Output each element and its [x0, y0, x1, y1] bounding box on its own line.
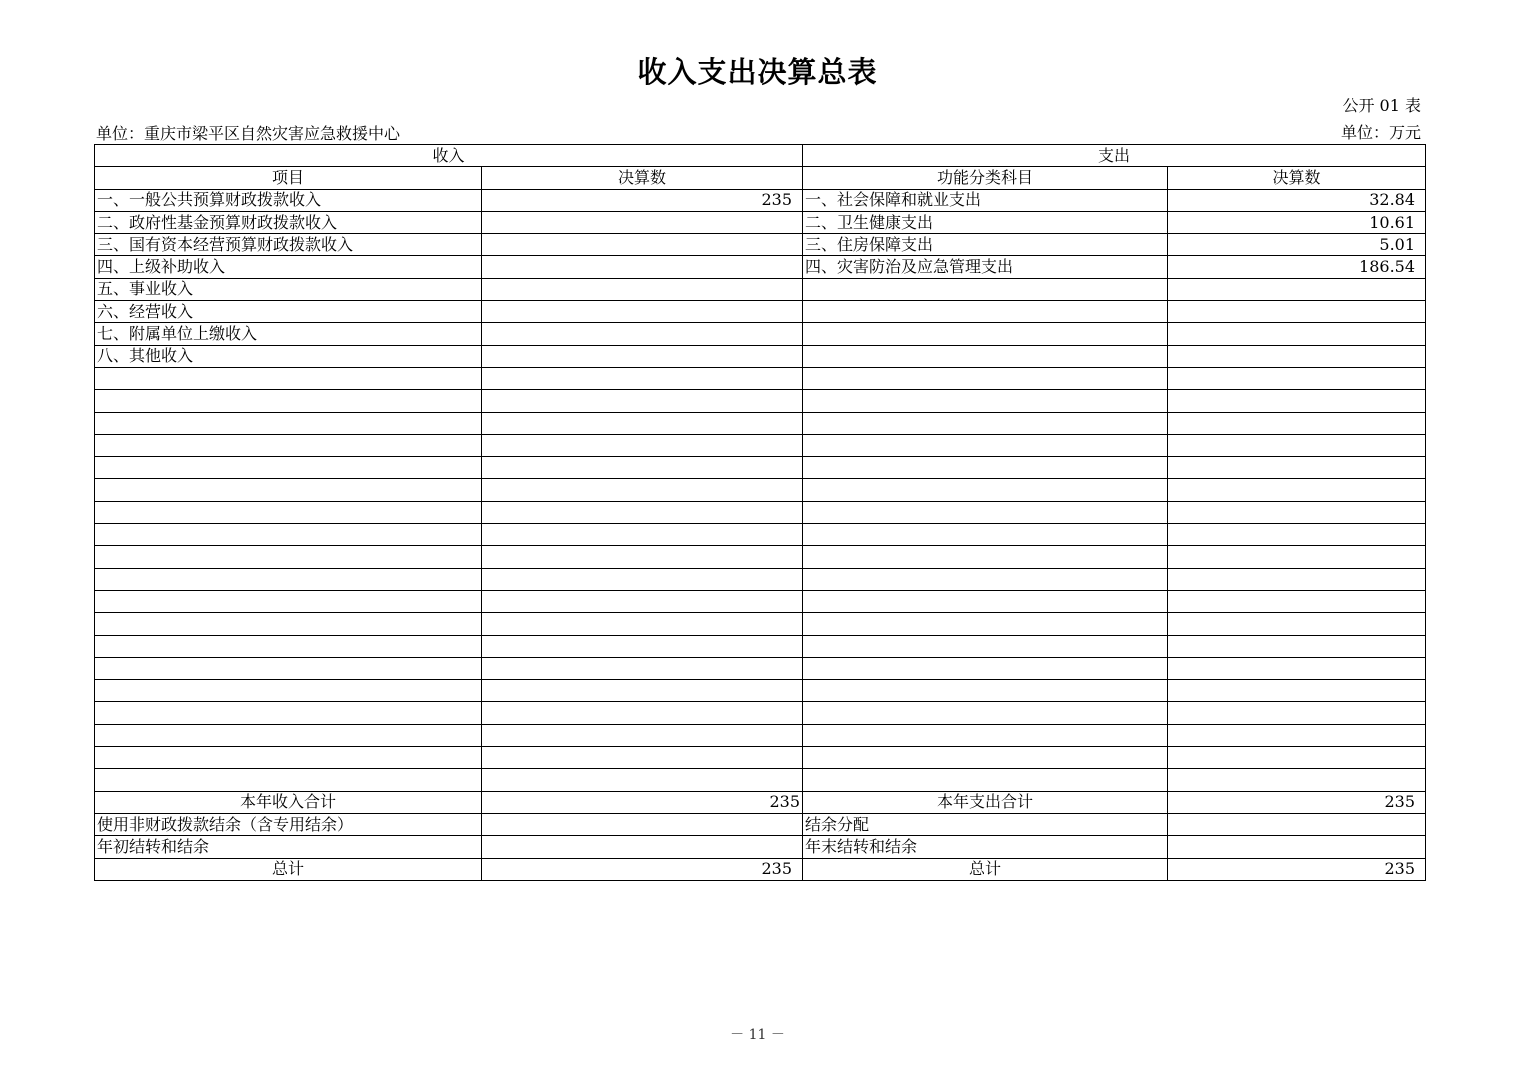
begin-carryover-label: 年初结转和结余: [95, 836, 482, 858]
begin-carryover-value: [482, 836, 803, 858]
income-amount-cell: [482, 457, 803, 479]
surplus-distribution-value: [1168, 813, 1426, 835]
table-row: [95, 367, 1426, 389]
table-row: [95, 635, 1426, 657]
income-item-cell: 八、其他收入: [95, 345, 482, 367]
expense-amount-cell: [1168, 278, 1426, 300]
income-item-cell: [95, 546, 482, 568]
table-row: [95, 702, 1426, 724]
table-row: [95, 769, 1426, 791]
page-title: 收入支出决算总表: [637, 55, 878, 89]
expense-amount-cell: [1168, 323, 1426, 345]
expense-item-cell: [803, 390, 1168, 412]
income-item-cell: 一、一般公共预算财政拨款收入: [95, 189, 482, 211]
expense-amount-cell: [1168, 546, 1426, 568]
expense-item-cell: [803, 680, 1168, 702]
expense-item-cell: [803, 657, 1168, 679]
expense-item-cell: [803, 301, 1168, 323]
column-header-row: [95, 167, 1426, 189]
expense-item-cell: [803, 613, 1168, 635]
income-amount-cell: [482, 590, 803, 612]
grand-total-row: [95, 858, 1426, 880]
table-row: [95, 390, 1426, 412]
income-amount-cell: [482, 546, 803, 568]
income-item-cell: [95, 590, 482, 612]
section-header-row: [95, 145, 1426, 167]
table-row: [95, 680, 1426, 702]
form-number: 公开 01 表: [1342, 96, 1421, 115]
non-fiscal-surplus-row: [95, 813, 1426, 835]
expense-total-label: 本年支出合计: [803, 791, 1168, 813]
expense-amount-cell: [1168, 457, 1426, 479]
expense-item-cell: [803, 434, 1168, 456]
table-row: [95, 234, 1426, 256]
expense-amount-cell: [1168, 434, 1426, 456]
expense-amount-cell: 186.54: [1168, 256, 1426, 278]
income-item-cell: 六、经营收入: [95, 301, 482, 323]
expense-amount-cell: [1168, 613, 1426, 635]
table-row: [95, 301, 1426, 323]
income-total-value: 235: [482, 791, 803, 813]
income-item-cell: [95, 367, 482, 389]
income-amount-cell: [482, 211, 803, 233]
income-expense-table: [94, 144, 1426, 881]
expense-item-cell: [803, 278, 1168, 300]
non-fiscal-surplus-value: [482, 813, 803, 835]
expense-amount-cell: [1168, 769, 1426, 791]
expense-amount-cell: [1168, 747, 1426, 769]
income-amount-cell: 235: [482, 189, 803, 211]
expense-amount-cell: [1168, 702, 1426, 724]
income-item-cell: [95, 702, 482, 724]
table-row: [95, 747, 1426, 769]
expense-amount-cell: 32.84: [1168, 189, 1426, 211]
income-amount-cell: [482, 390, 803, 412]
expense-item-cell: 二、卫生健康支出: [803, 211, 1168, 233]
table-row: [95, 657, 1426, 679]
table-row: [95, 568, 1426, 590]
income-amount-cell: [482, 747, 803, 769]
income-item-cell: [95, 680, 482, 702]
expense-amount-cell: [1168, 680, 1426, 702]
carryover-row: [95, 836, 1426, 858]
income-item-cell: [95, 724, 482, 746]
income-total-label: 本年收入合计: [95, 791, 482, 813]
page-number: － 11 －: [730, 1027, 785, 1043]
table-row: [95, 724, 1426, 746]
income-amount-cell: [482, 613, 803, 635]
income-amount-cell: [482, 367, 803, 389]
income-item-cell: [95, 524, 482, 546]
table-row: [95, 412, 1426, 434]
table-row: [95, 345, 1426, 367]
non-fiscal-surplus-label: 使用非财政拨款结余（含专用结余）: [95, 813, 482, 835]
table-row: [95, 457, 1426, 479]
income-amount-cell: [482, 568, 803, 590]
income-amount-cell: [482, 345, 803, 367]
income-amount-cell: [482, 301, 803, 323]
table-row: [95, 613, 1426, 635]
income-item-cell: [95, 434, 482, 456]
grand-expense-label: 总计: [803, 858, 1168, 880]
income-item-cell: [95, 635, 482, 657]
income-item-cell: 五、事业收入: [95, 278, 482, 300]
end-carryover-label: 年末结转和结余: [803, 836, 1168, 858]
expense-amount-cell: [1168, 724, 1426, 746]
expense-item-cell: [803, 412, 1168, 434]
expense-item-cell: [803, 367, 1168, 389]
income-amount-cell: [482, 256, 803, 278]
expense-item-cell: [803, 479, 1168, 501]
table-row: [95, 323, 1426, 345]
expense-amount-cell: [1168, 568, 1426, 590]
surplus-distribution-label: 结余分配: [803, 813, 1168, 835]
income-amount-cell: [482, 524, 803, 546]
income-item-cell: 七、附属单位上缴收入: [95, 323, 482, 345]
income-amount-cell: [482, 434, 803, 456]
income-item-cell: [95, 390, 482, 412]
table-row: [95, 590, 1426, 612]
expense-item-cell: [803, 457, 1168, 479]
expense-item-cell: [803, 323, 1168, 345]
income-item-cell: [95, 568, 482, 590]
expense-amount-cell: [1168, 635, 1426, 657]
income-amount-cell: [482, 769, 803, 791]
expense-item-cell: [803, 501, 1168, 523]
expense-amount-cell: [1168, 479, 1426, 501]
expense-amount-cell: [1168, 590, 1426, 612]
expense-item-cell: 四、灾害防治及应急管理支出: [803, 256, 1168, 278]
income-item-cell: [95, 769, 482, 791]
expense-item-cell: [803, 568, 1168, 590]
income-header: 收入: [95, 145, 803, 167]
table-row: [95, 479, 1426, 501]
expense-item-cell: [803, 747, 1168, 769]
income-item-cell: [95, 747, 482, 769]
expense-item-cell: 三、住房保障支出: [803, 234, 1168, 256]
grand-income-value: 235: [482, 858, 803, 880]
expense-amount-column-header: 决算数: [1168, 167, 1426, 189]
income-item-cell: 二、政府性基金预算财政拨款收入: [95, 211, 482, 233]
expense-item-cell: [803, 345, 1168, 367]
expense-amount-cell: 5.01: [1168, 234, 1426, 256]
income-item-cell: [95, 657, 482, 679]
income-amount-cell: [482, 278, 803, 300]
expense-total-value: 235: [1168, 791, 1426, 813]
expense-amount-cell: [1168, 390, 1426, 412]
table-row: [95, 211, 1426, 233]
expense-amount-cell: 10.61: [1168, 211, 1426, 233]
end-carryover-value: [1168, 836, 1426, 858]
income-amount-cell: [482, 323, 803, 345]
table-row: [95, 256, 1426, 278]
func-class-column-header: 功能分类科目: [803, 167, 1168, 189]
reporting-unit: 单位：重庆市梁平区自然灾害应急救援中心: [96, 124, 401, 143]
expense-amount-cell: [1168, 367, 1426, 389]
expense-item-cell: 一、社会保障和就业支出: [803, 189, 1168, 211]
income-item-cell: 四、上级补助收入: [95, 256, 482, 278]
income-item-cell: [95, 479, 482, 501]
expense-amount-cell: [1168, 501, 1426, 523]
expense-header: 支出: [803, 145, 1426, 167]
income-amount-cell: [482, 724, 803, 746]
income-amount-cell: [482, 657, 803, 679]
expense-amount-cell: [1168, 524, 1426, 546]
expense-item-cell: [803, 524, 1168, 546]
expense-amount-cell: [1168, 657, 1426, 679]
income-amount-cell: [482, 680, 803, 702]
income-amount-cell: [482, 501, 803, 523]
expense-item-cell: [803, 546, 1168, 568]
table-row: [95, 434, 1426, 456]
income-amount-cell: [482, 412, 803, 434]
grand-expense-value: 235: [1168, 858, 1426, 880]
grand-income-label: 总计: [95, 858, 482, 880]
income-amount-cell: [482, 702, 803, 724]
expense-amount-cell: [1168, 301, 1426, 323]
currency-unit: 单位：万元: [1340, 123, 1421, 142]
table-row: [95, 546, 1426, 568]
table-row: [95, 278, 1426, 300]
income-item-cell: [95, 613, 482, 635]
income-item-cell: [95, 457, 482, 479]
expense-item-cell: [803, 724, 1168, 746]
income-item-cell: [95, 412, 482, 434]
expense-amount-cell: [1168, 345, 1426, 367]
income-item-cell: 三、国有资本经营预算财政拨款收入: [95, 234, 482, 256]
income-amount-cell: [482, 635, 803, 657]
expense-item-cell: [803, 635, 1168, 657]
income-item-cell: [95, 501, 482, 523]
income-amount-cell: [482, 479, 803, 501]
item-column-header: 项目: [95, 167, 482, 189]
table-row: [95, 524, 1426, 546]
income-amount-column-header: 决算数: [482, 167, 803, 189]
expense-item-cell: [803, 769, 1168, 791]
annual-total-row: [95, 791, 1426, 813]
income-amount-cell: [482, 234, 803, 256]
expense-item-cell: [803, 590, 1168, 612]
expense-amount-cell: [1168, 412, 1426, 434]
table-row: [95, 501, 1426, 523]
table-row: [95, 189, 1426, 211]
expense-item-cell: [803, 702, 1168, 724]
